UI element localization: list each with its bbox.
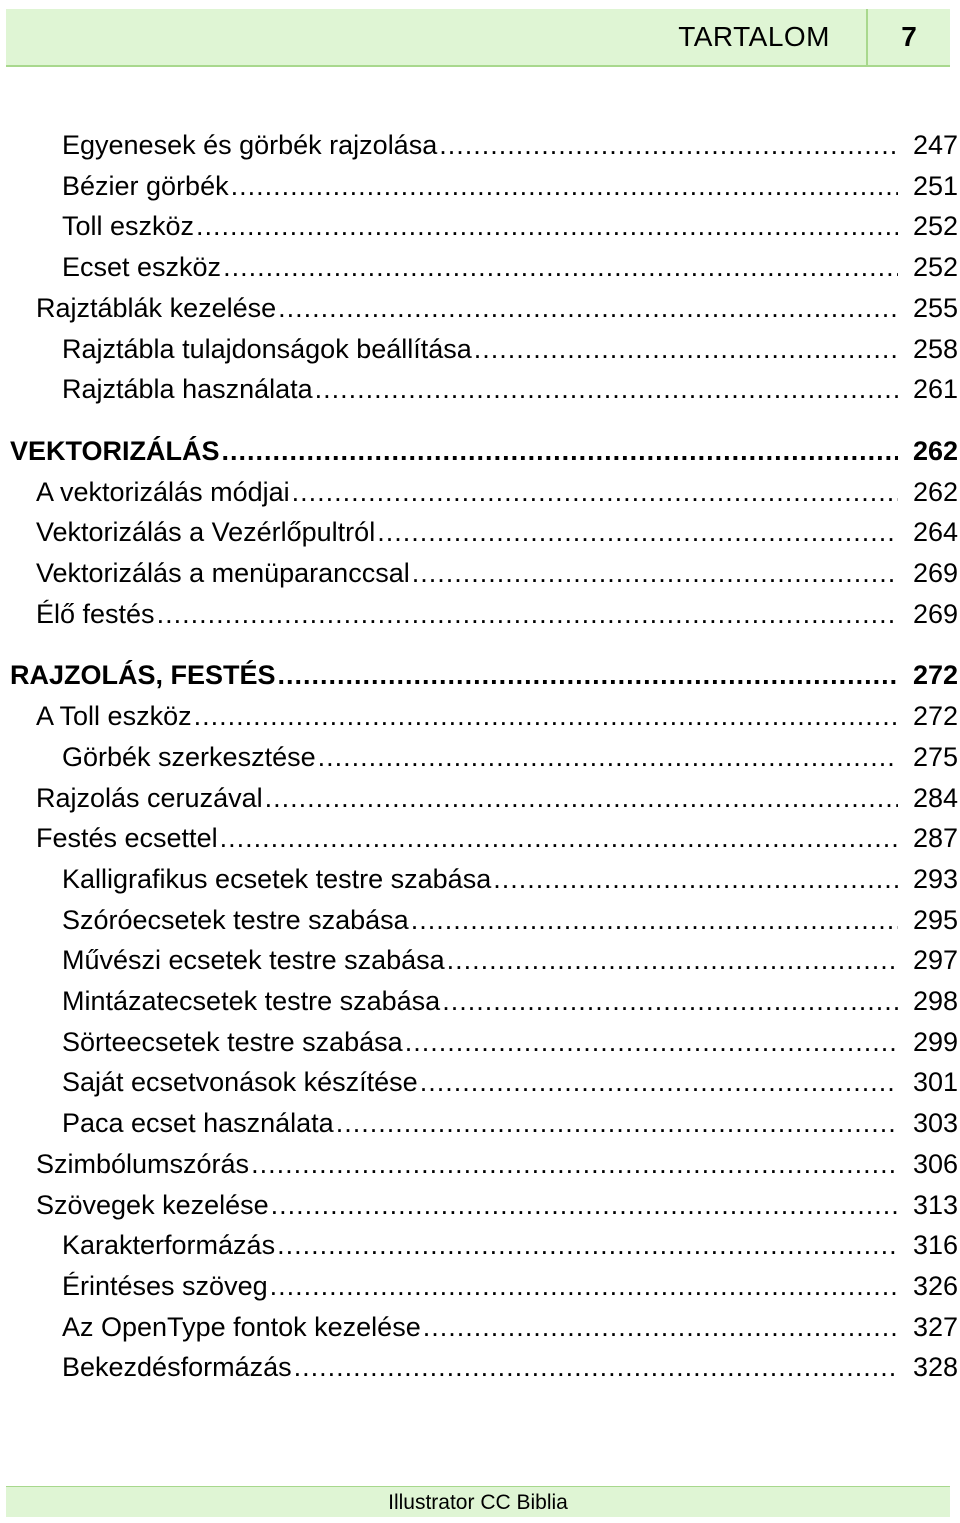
toc-entry-page: 295	[912, 905, 958, 935]
toc-entry-title: Szóróecsetek testre szabása	[62, 905, 409, 935]
toc-entry-page: 262	[912, 477, 958, 507]
toc-entry-page: 306	[912, 1149, 958, 1179]
toc-entry-page: 284	[912, 783, 958, 813]
toc-entry[interactable]	[36, 288, 960, 328]
page-header-title: TARTALOM	[678, 21, 830, 52]
toc-entry-page: 272	[912, 660, 958, 690]
toc-entry[interactable]	[62, 1225, 960, 1265]
dot-leader	[405, 1022, 898, 1062]
dot-leader	[336, 1103, 898, 1143]
toc-entry-title: Vektorizálás a menüparanccsal	[36, 558, 410, 588]
dot-leader	[278, 288, 898, 328]
toc-entry-page: 264	[912, 517, 958, 547]
toc-entry-title: Rajztábla használata	[62, 374, 313, 404]
toc-entry-title: Ecset eszköz	[62, 252, 222, 282]
book-title: Illustrator CC Biblia	[388, 1491, 568, 1514]
toc-entry-title: Rajztáblák kezelése	[36, 293, 277, 323]
toc-entry-page: 247	[912, 130, 958, 160]
toc-entry[interactable]	[62, 859, 960, 899]
dot-leader	[423, 1307, 898, 1347]
dot-leader	[194, 696, 898, 736]
toc-entry[interactable]	[62, 329, 960, 369]
dot-leader	[265, 778, 898, 818]
toc-entry-page: 252	[912, 252, 958, 282]
dot-leader	[196, 206, 898, 246]
toc-entry-page: 301	[912, 1067, 958, 1097]
toc-entry-title: RAJZOLÁS, FESTÉS	[10, 660, 276, 690]
dot-leader	[493, 859, 898, 899]
toc-entry-page: 252	[912, 211, 958, 241]
dot-leader	[412, 553, 898, 593]
toc-chapter-entry[interactable]	[10, 655, 960, 695]
toc-entry-page: 269	[912, 599, 958, 629]
toc-entry-title: Szövegek kezelése	[36, 1190, 269, 1220]
toc-entry[interactable]	[62, 1307, 960, 1347]
toc-entry[interactable]	[62, 369, 960, 409]
toc-entry-page: 298	[912, 986, 958, 1016]
toc-entry[interactable]	[36, 1144, 960, 1184]
toc-entry[interactable]	[62, 1022, 960, 1062]
toc-entry[interactable]	[62, 166, 960, 206]
page-number: 7	[901, 21, 917, 52]
page-header	[6, 9, 950, 67]
dot-leader	[447, 940, 898, 980]
toc-entry[interactable]	[62, 1266, 960, 1306]
toc-entry-page: 261	[912, 374, 958, 404]
toc-entry[interactable]	[62, 247, 960, 287]
toc-entry-title: Az OpenType fontok kezelése	[62, 1312, 421, 1342]
toc-entry-page: 258	[912, 334, 958, 364]
toc-entry[interactable]	[36, 512, 960, 552]
toc-entry-title: Saját ecsetvonások készítése	[62, 1067, 418, 1097]
toc-entry[interactable]	[36, 778, 960, 818]
toc-entry-title: Bézier görbék	[62, 171, 229, 201]
toc-entry-page: 303	[912, 1108, 958, 1138]
toc-entry[interactable]	[62, 125, 960, 165]
toc-entry-title: Rajzolás ceruzával	[36, 783, 263, 813]
dot-leader	[474, 329, 898, 369]
toc-entry[interactable]	[62, 1103, 960, 1143]
dot-leader	[420, 1062, 898, 1102]
toc-entry-page: 262	[912, 436, 958, 466]
toc-entry-title: Görbék szerkesztése	[62, 742, 316, 772]
dot-leader	[292, 472, 898, 512]
toc-entry-page: 255	[912, 293, 958, 323]
toc-entry-title: Paca ecset használata	[62, 1108, 334, 1138]
dot-leader	[442, 981, 898, 1021]
toc-entry[interactable]	[36, 472, 960, 512]
toc-entry[interactable]	[62, 737, 960, 777]
dot-leader	[439, 125, 898, 165]
dot-leader	[231, 166, 898, 206]
toc-entry-page: 299	[912, 1027, 958, 1057]
toc-entry-title: Rajztábla tulajdonságok beállítása	[62, 334, 472, 364]
toc-entry[interactable]	[62, 206, 960, 246]
toc-entry-title: Kalligrafikus ecsetek testre szabása	[62, 864, 492, 894]
toc-entry-title: Érintéses szöveg	[62, 1271, 268, 1301]
toc-chapter-entry[interactable]	[10, 431, 960, 471]
dot-leader	[377, 512, 898, 552]
toc-entry-page: 326	[912, 1271, 958, 1301]
dot-leader	[277, 1225, 898, 1265]
toc-entry[interactable]	[36, 553, 960, 593]
toc-entry[interactable]	[36, 818, 960, 858]
toc-entry[interactable]	[62, 900, 960, 940]
dot-leader	[294, 1347, 898, 1387]
toc-entry-title: Sörteecsetek testre szabása	[62, 1027, 403, 1057]
dot-leader	[315, 369, 898, 409]
toc-entry-title: VEKTORIZÁLÁS	[10, 436, 220, 466]
dot-leader	[270, 1266, 898, 1306]
dot-leader	[318, 737, 898, 777]
toc-entry-page: 297	[912, 945, 958, 975]
toc-entry-title: Egyenesek és görbék rajzolása	[62, 130, 438, 160]
dot-leader	[271, 1185, 898, 1225]
toc-entry-page: 275	[912, 742, 958, 772]
toc-entry-page: 316	[912, 1230, 958, 1260]
toc-entry-page: 327	[912, 1312, 958, 1342]
toc-entry-page: 251	[912, 171, 958, 201]
toc-entry-title: Szimbólumszórás	[36, 1149, 250, 1179]
toc-entry-page: 293	[912, 864, 958, 894]
toc-entry-page: 272	[912, 701, 958, 731]
toc-entry-page: 313	[912, 1190, 958, 1220]
dot-leader	[223, 247, 898, 287]
toc-entry-page: 287	[912, 823, 958, 853]
toc-entry-page: 269	[912, 558, 958, 588]
toc-entry-page: 328	[912, 1352, 958, 1382]
toc-entry-title: A Toll eszköz	[36, 701, 192, 731]
toc-entry-title: Művészi ecsetek testre szabása	[62, 945, 445, 975]
toc-entry-title: Mintázatecsetek testre szabása	[62, 986, 441, 1016]
dot-leader	[251, 1144, 898, 1184]
toc-entry-title: Élő festés	[36, 599, 155, 629]
dot-leader	[220, 818, 898, 858]
toc-entry-title: A vektorizálás módjai	[36, 477, 290, 507]
page-footer	[6, 1486, 950, 1517]
toc-entry[interactable]	[62, 940, 960, 980]
dot-leader	[157, 594, 898, 634]
toc-entry-title: Bekezdésformázás	[62, 1352, 292, 1382]
dot-leader	[222, 431, 898, 471]
toc-entry[interactable]	[36, 594, 960, 634]
toc-entry-title: Toll eszköz	[62, 211, 195, 241]
toc-entry[interactable]	[36, 696, 960, 736]
dot-leader	[411, 900, 898, 940]
toc-entry[interactable]	[62, 1347, 960, 1387]
toc-entry[interactable]	[62, 1062, 960, 1102]
toc-entry[interactable]	[62, 981, 960, 1021]
dot-leader	[278, 655, 898, 695]
toc-entry[interactable]	[36, 1185, 960, 1225]
toc-entry-title: Festés ecsettel	[36, 823, 218, 853]
toc-entry-title: Vektorizálás a Vezérlőpultról	[36, 517, 376, 547]
toc-entry-title: Karakterformázás	[62, 1230, 276, 1260]
